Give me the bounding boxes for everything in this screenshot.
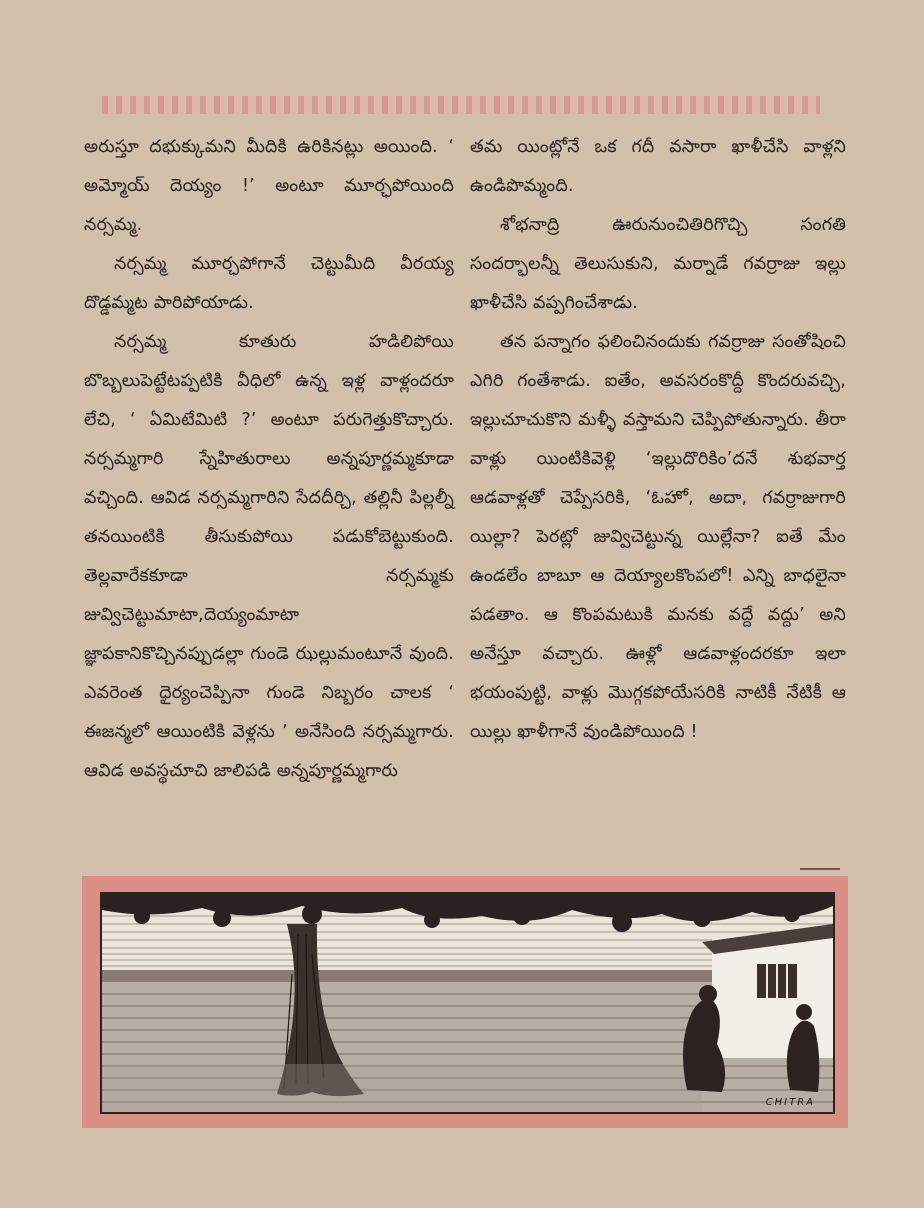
illustration — [100, 892, 835, 1114]
left-text-column — [84, 128, 454, 791]
paragraph: అరుస్తూ దభుక్కుమని మీదికి ఉరికినట్లు అయింది. ‘ అమ్మోయ్ దెయ్యం !’ అంటూ మూర్ఛపోయింది నర్సమ్మ. — [84, 137, 454, 235]
paragraph: తన పన్నాగం ఫలించినందుకు గవర్రాజు సంతోషించి ఎగిరి గంతేశాడు. ఐతేం, అవసరంకొద్దీ కొందరువచ్చి, ఇల్లుచూచుకొని మళ్ళీ వస్తామని చెప్పిపోతున్నారు. తీరా వాళ్లు యింటికివెళ్లి ‘ఇల్లుదొరికిం’దనే శుభవార్త ఆడవాళ్లతో చెప్పేసరికి, ‘ఓహో, అదా, గవర్రాజుగారి యిల్లా? పెరట్లో జువ్విచెట్టున్న యిల్లేనా? ఐతే మేం ఉండలేం బాబూ ఆ దెయ్యాలకొంపలో! ఎన్ని బాధలైనా పడతాం. ఆ కొంపమటుకి మనకు వద్దే వద్దు’ అని అనేస్తూ వచ్చారు. ఊళ్లో ఆడవాళ్లందరకూ ఇలా భయంపుట్టి, వాళ్లు మొగ్గకపోయేసరికి నాటికీ నేటికీ ఆ యిల్లు ఖాళీగానే వుండిపోయింది ! — [470, 332, 846, 742]
right-text-column — [470, 128, 846, 752]
illustration-frame — [82, 876, 848, 1128]
paragraph: నర్సమ్మ కూతురు హడిలిపోయి బొబ్బలుపెట్టేటప్పటికి వీధిలో ఉన్న ఇళ్ల వాళ్లందరూ లేచి, ‘ ఏమిటేమిటి ?’ అంటూ పరుగెత్తుకొచ్చారు. నర్సమ్మగారి స్నేహితురాలు అన్నపూర్ణమ్మకూడా వచ్చింది. ఆవిడ నర్సమ్మగారిని సేదదీర్చి, తల్లినీ పిల్లల్నీ తనయింటికి తీసుకుపోయి పడుకోబెట్టుకుంది. తెల్లవారేకకూడా నర్సమ్మకు జువ్విచెట్టుమాటా,దెయ్యంమాటా జ్ఞాపకానికొచ్చినప్పుడల్లా గుండె ఝల్లుమంటూనే వుంది. ఎవరెంత ధైర్యంచెప్పినా గుండె నిబ్బరం చాలక ‘ ఈజన్మలో ఆయింటికి వెళ్లను ’ అనేసింది నర్సమ్మగారు. ఆవిడ అవస్థచూచి జాలిపడి అన్నపూర్ణమ్మగారు — [84, 332, 454, 781]
illustration-drawing — [102, 894, 833, 1112]
paragraph: నర్సమ్మ మూర్ఛపోగానే చెట్టుమీది వీరయ్య దొడ్డమ్మట పారిపోయాడు. — [84, 254, 454, 313]
ink-mark — [800, 868, 840, 870]
artist-signature: CHITRA — [765, 1097, 815, 1108]
decorative-border-strip — [102, 96, 820, 114]
paragraph: తమ యింట్లోనే ఒక గదీ వసారా ఖాళీచేసి వాళ్లని ఉండిపొమ్మంది. — [470, 137, 846, 196]
paragraph: శోభనాద్రి ఊరునుంచితిరిగొచ్చి సంగతి సందర్భాలన్నీ తెలుసుకుని, మర్నాడే గవర్రాజు ఇల్లు ఖాళీచేసి వప్పగించేశాడు. — [470, 215, 846, 313]
